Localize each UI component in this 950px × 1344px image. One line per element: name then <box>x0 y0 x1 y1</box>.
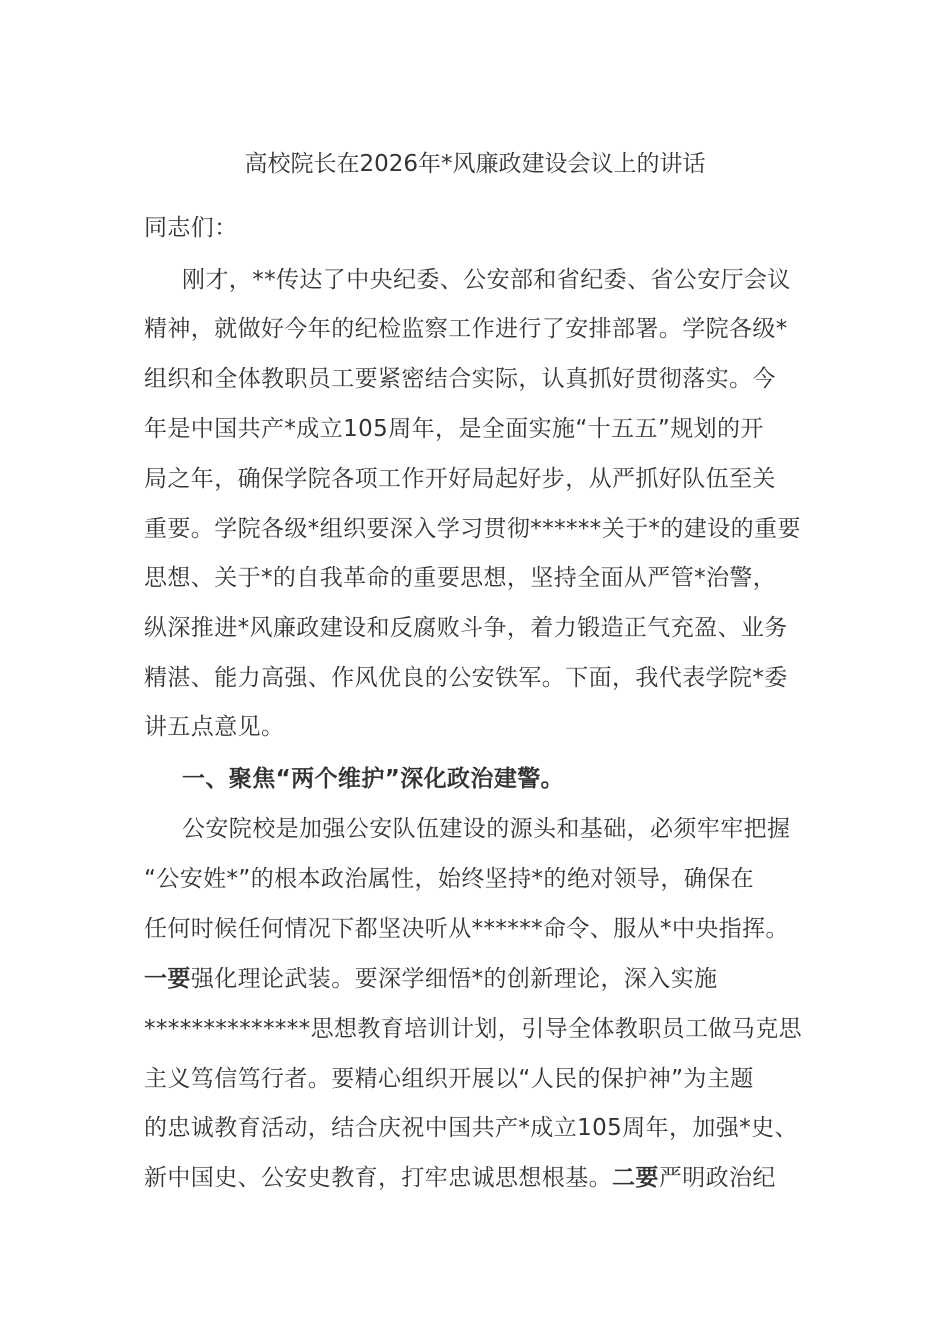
paragraph-line: 的忠诚教育活动，结合庆祝中国共产*成立105周年，加强*史、 <box>144 1115 798 1141</box>
paragraph-line <box>144 1160 776 1196</box>
paragraph-line: **************思想教育培训计划，引导全体教职员工做马克思 <box>144 1016 802 1042</box>
paragraph-line: 精湛、能力高强、作风优良的公安铁军。下面，我代表学院*委 <box>144 665 788 691</box>
paragraph-line: 纵深推进*风廉政建设和反腐败斗争，着力锻造正气充盈、业务 <box>144 615 788 641</box>
point-label: 一要 <box>144 966 191 992</box>
paragraph-line: 局之年，确保学院各项工作开好局起好步，从严抓好队伍至关 <box>144 466 776 492</box>
paragraph-line: 公安院校是加强公安队伍建设的源头和基础，必须牢牢把握 <box>182 816 791 842</box>
paragraph-line: 重要。学院各级*组织要深入学习贯彻******关于*的建设的重要 <box>144 516 801 542</box>
section-heading: 一、聚焦“两个维护”深化政治建警。 <box>182 766 565 792</box>
point-text: 强化理论武装。要深学细悟*的创新理论，深入实施 <box>190 966 718 992</box>
line-text: 新中国史、公安史教育，打牢忠诚思想根基。 <box>144 1165 612 1191</box>
point-text: 严明政治纪 <box>658 1165 776 1191</box>
paragraph-line: 刚才，**传达了中央纪委、公安部和省纪委、省公安厅会议 <box>182 267 791 293</box>
paragraph-line: “公安姓*”的根本政治属性，始终坚持*的绝对领导，确保在 <box>144 866 755 892</box>
paragraph-line: 主义笃信笃行者。要精心组织开展以“人民的保护神”为主题 <box>144 1066 754 1092</box>
paragraph-line: 组织和全体教职员工要紧密结合实际，认真抓好贯彻落实。今 <box>144 366 776 392</box>
paragraph-line: 讲五点意见。 <box>144 714 285 740</box>
paragraph-line: 任何时候任何情况下都坚决听从******命令、服从*中央指挥。 <box>144 916 789 942</box>
paragraph-line <box>144 961 718 997</box>
paragraph-line: 精神，就做好今年的纪检监察工作进行了安排部署。学院各级* <box>144 316 788 342</box>
salutation: 同志们： <box>144 215 238 241</box>
paragraph-line: 思想、关于*的自我革命的重要思想，坚持全面从严管*治警， <box>144 565 777 591</box>
paragraph-line: 年是中国共产*成立105周年，是全面实施“十五五”规划的开 <box>144 416 764 442</box>
point-label: 二要 <box>612 1165 659 1191</box>
document-title: 高校院长在2026年*风廉政建设会议上的讲话 <box>244 151 706 177</box>
